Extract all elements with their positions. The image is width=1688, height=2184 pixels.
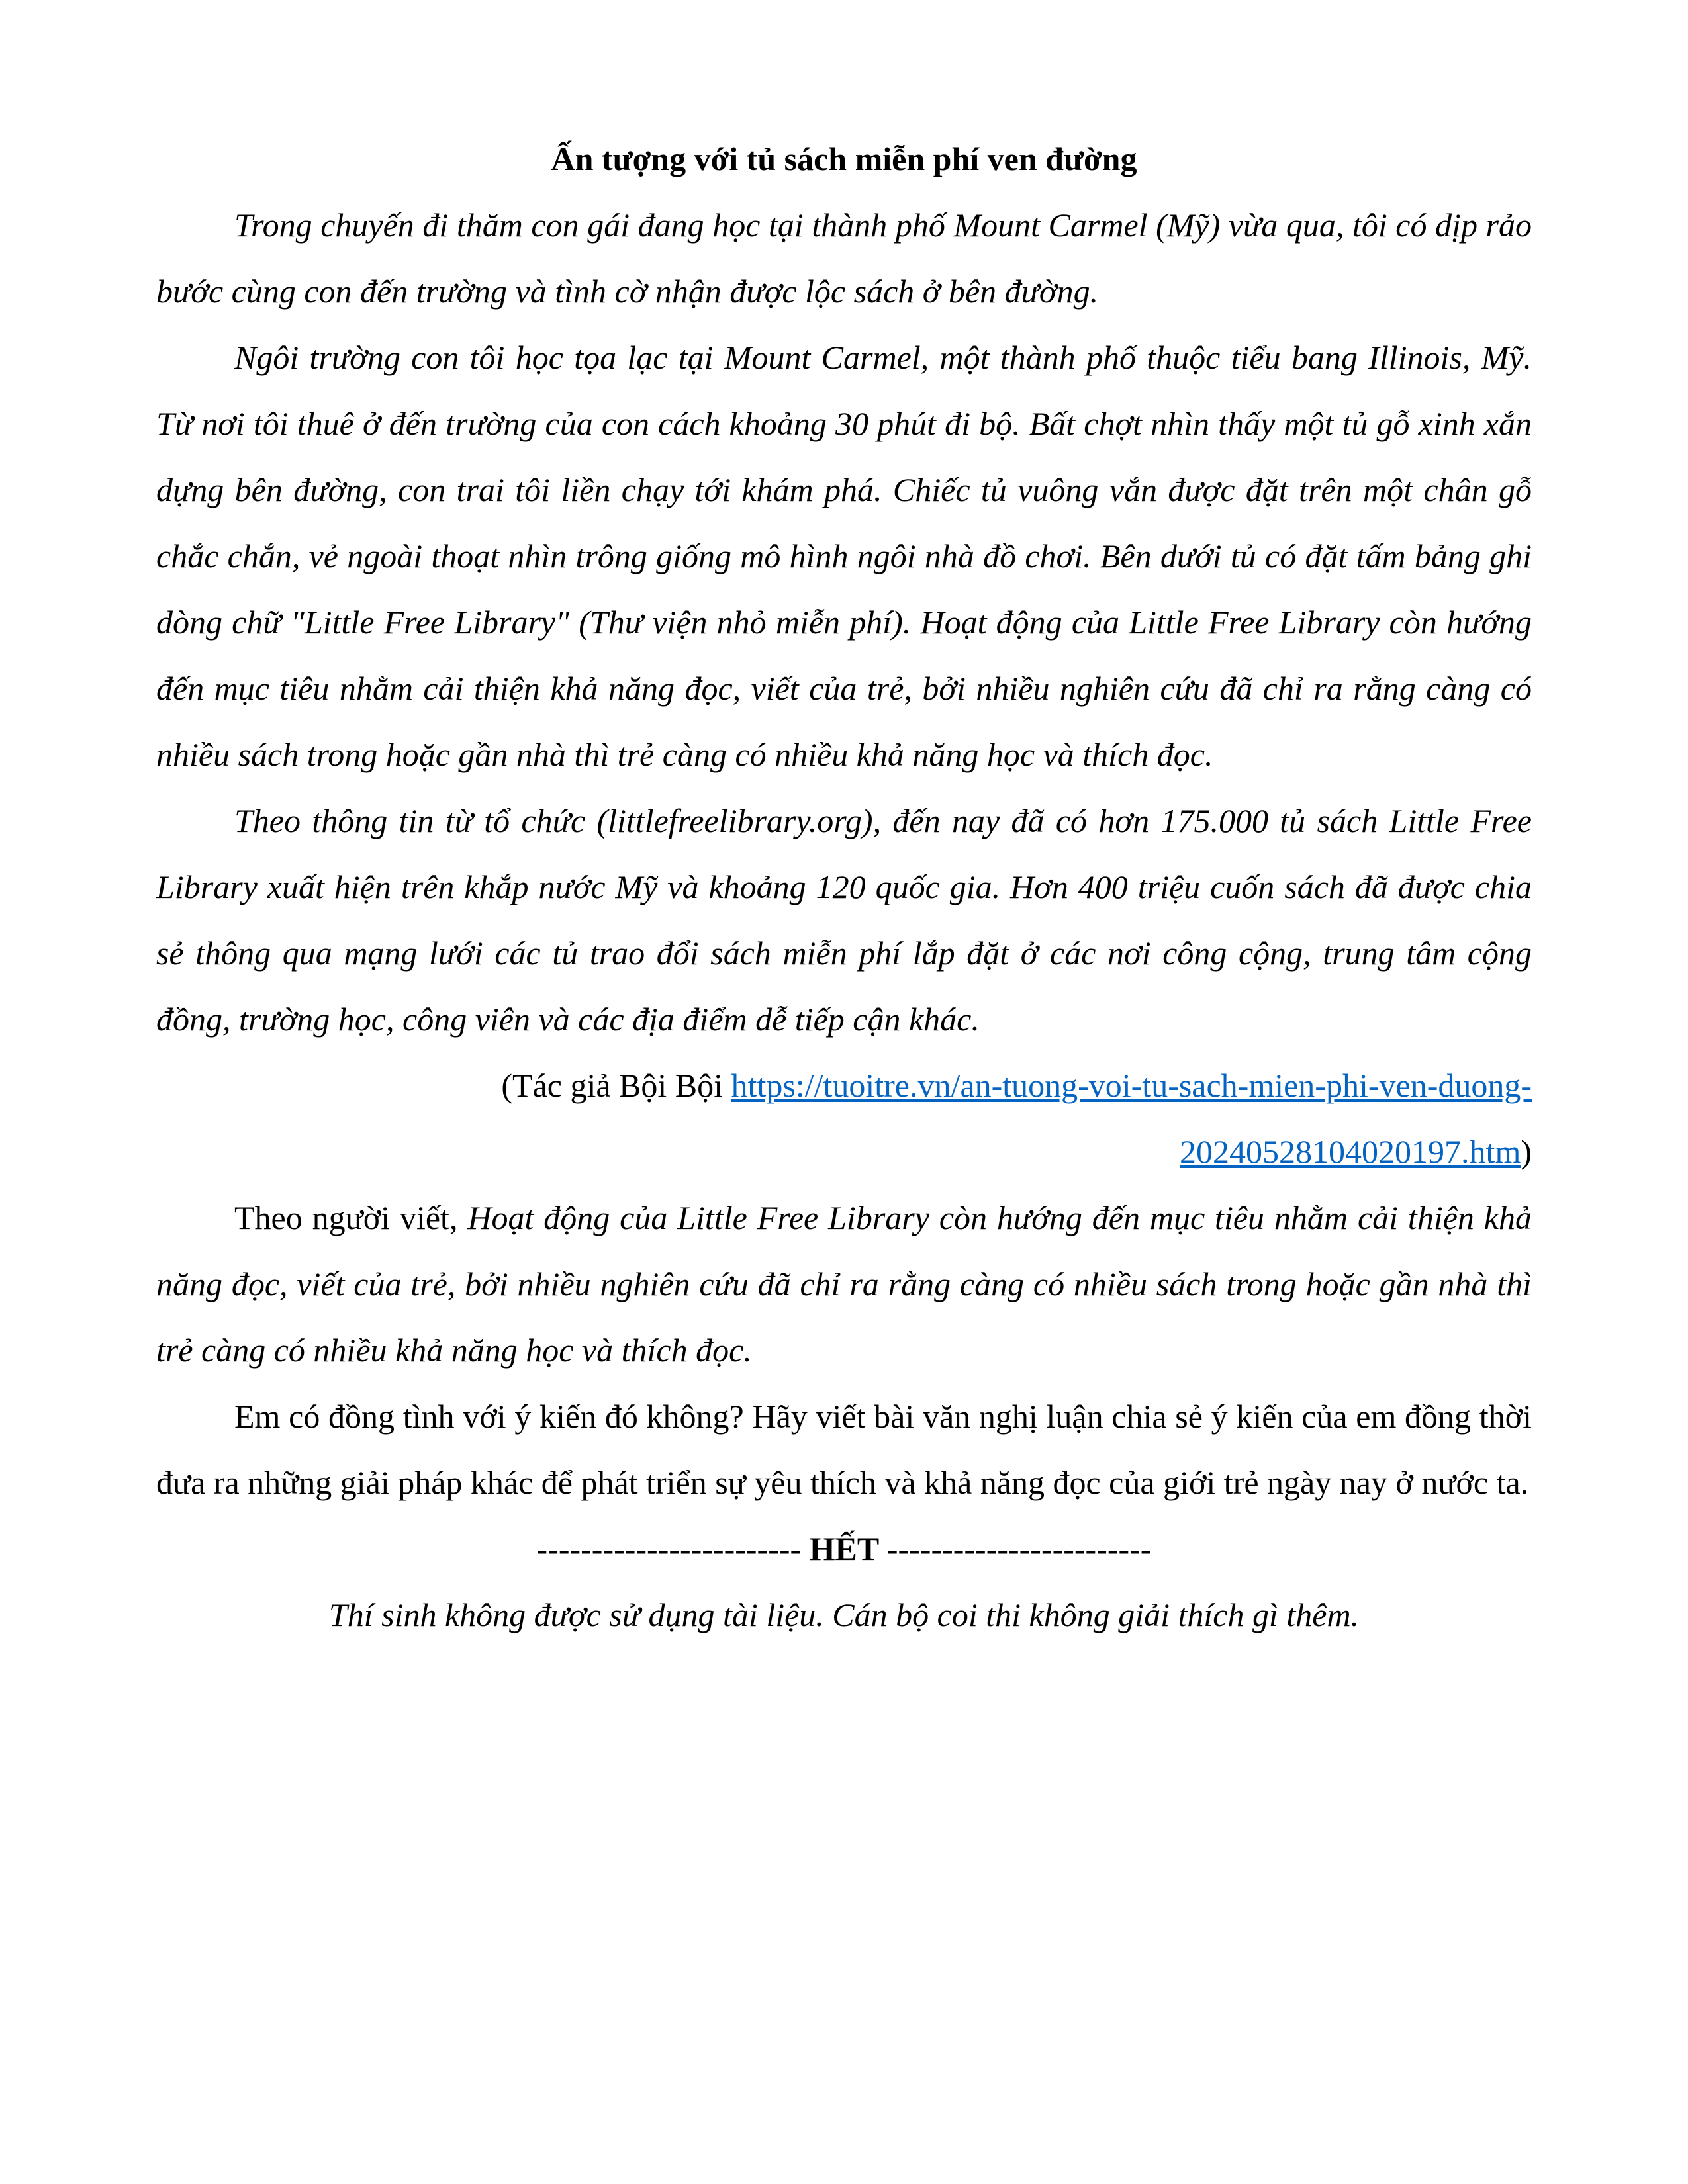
- article-paragraph-1: Trong chuyến đi thăm con gái đang học tại thành phố Mount Carmel (Mỹ) vừa qua, tôi có dịp rảo bước cùng con đến trường và tình cờ nhận được lộc sách ở bên đường.: [156, 206, 1532, 310]
- article-paragraph-3: Theo thông tin từ tổ chức (littlefreelibrary.org), đến nay đã có hơn 175.000 tủ sách Little Free Library xuất hiện trên khắp nước Mỹ và khoảng 120 quốc gia. Hơn 400 triệu cuốn sách đã được chia sẻ thông qua mạng lưới các tủ trao đổi sách miễn phí lắp đặt ở các nơi công cộng, trung tâm cộng đồng, trường học, công viên và các địa điểm dễ tiếp cận khác.: [156, 802, 1532, 1038]
- exam-footnote: Thí sinh không được sử dụng tài liệu. Cán bộ coi thi không giải thích gì thêm.: [328, 1596, 1360, 1633]
- source-citation: [156, 1052, 1532, 1185]
- article-title: Ấn tượng với tủ sách miễn phí ven đường: [551, 140, 1137, 177]
- exam-page: [156, 126, 1532, 1648]
- article-paragraph-2: Ngôi trường con tôi học tọa lạc tại Mount Carmel, một thành phố thuộc tiểu bang Illinois, Mỹ. Từ nơi tôi thuê ở đến trường của con cách khoảng 30 phút đi bộ. Bất chợt nhìn thấy một tủ gỗ xinh xắn dựng bên đường, con trai tôi liền chạy tới khám phá. Chiếc tủ vuông vắn được đặt trên một chân gỗ chắc chắn, vẻ ngoài thoạt nhìn trông giống mô hình ngôi nhà đồ chơi. Bên dưới tủ có đặt tấm bảng ghi dòng chữ "Little Free Library" (Thư viện nhỏ miễn phí). Hoạt động của Little Free Library còn hướng đến mục tiêu nhằm cải thiện khả năng đọc, viết của trẻ, bởi nhiều nghiên cứu đã chỉ ra rằng càng có nhiều sách trong hoặc gần nhà thì trẻ càng có nhiều khả năng học và thích đọc.: [156, 339, 1532, 773]
- question-opinion: [156, 1185, 1532, 1383]
- question-prompt: Em có đồng tình với ý kiến đó không? Hãy viết bài văn nghị luận chia sẻ ý kiến của em đồng thời đưa ra những giải pháp khác để phát triển sự yêu thích và khả năng đọc của giới trẻ ngày nay ở nước ta.: [156, 1398, 1532, 1501]
- question-quote: Hoạt động của Little Free Library còn hướng đến mục tiêu nhằm cải thiện khả năng đọc, viết của trẻ, bởi nhiều nghiên cứu đã chỉ ra rằng càng có nhiều sách trong hoặc gần nhà thì trẻ càng có nhiều khả năng học và thích đọc.: [156, 1199, 1532, 1369]
- source-prefix: (Tác giả Bội Bội: [501, 1067, 731, 1104]
- source-suffix: ): [1521, 1133, 1532, 1170]
- question-lead: Theo người viết,: [234, 1199, 468, 1236]
- source-link[interactable]: https://tuoitre.vn/an-tuong-voi-tu-sach-mien-phi-ven-duong-20240528104020197.htm: [731, 1067, 1532, 1170]
- end-marker: ------------------------ HẾT ------------------------: [536, 1530, 1152, 1567]
